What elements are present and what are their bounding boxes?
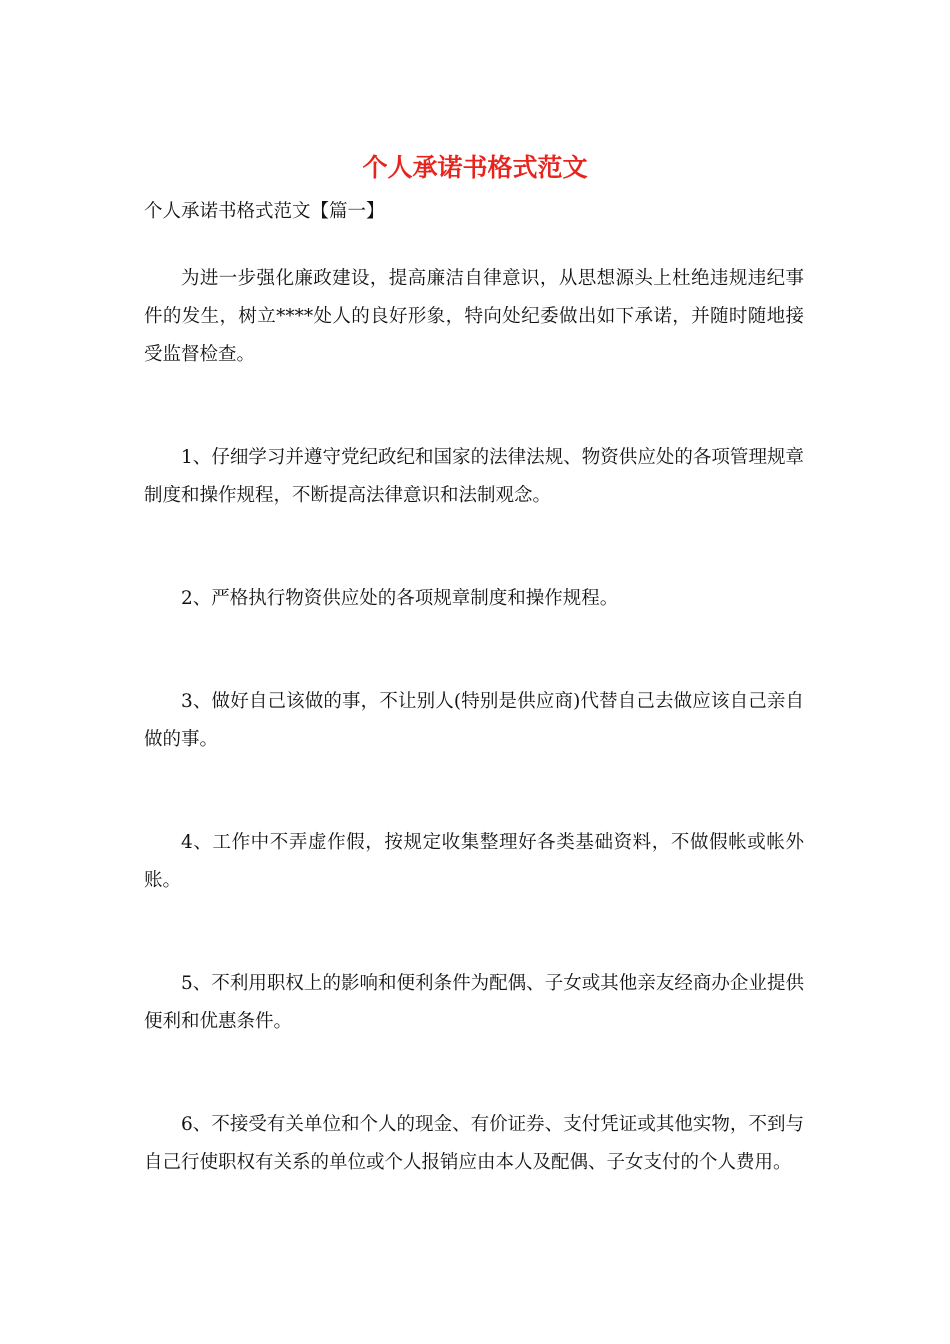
commitment-item-6: 6、不接受有关单位和个人的现金、有价证券、支付凭证或其他实物，不到与自己行使职权有关系的单位或个人报销应由本人及配偶、子女支付的个人费用。 [144,1114,804,1173]
commitment-item-4: 4、工作中不弄虚作假，按规定收集整理好各类基础资料，不做假帐或帐外账。 [144,832,804,891]
intro-paragraph: 为进一步强化廉政建设，提高廉洁自律意识，从思想源头上杜绝违规违纪事件的发生，树立****处人的良好形象，特向处纪委做出如下承诺，并随时随地接受监督检查。 [144,268,804,365]
document-title: 个人承诺书格式范文 [362,153,588,182]
commitment-item-3: 3、做好自己该做的事，不让别人(特别是供应商)代替自己去做应该自己亲自做的事。 [144,691,804,750]
section-heading: 个人承诺书格式范文【篇一】 [144,201,385,222]
commitment-item-5: 5、不利用职权上的影响和便利条件为配偶、子女或其他亲友经商办企业提供便利和优惠条件。 [144,973,804,1032]
commitment-item-2: 2、严格执行物资供应处的各项规章制度和操作规程。 [181,588,619,609]
commitment-item-1: 1、仔细学习并遵守党纪政纪和国家的法律法规、物资供应处的各项管理规章制度和操作规程，不断提高法律意识和法制观念。 [144,447,804,506]
